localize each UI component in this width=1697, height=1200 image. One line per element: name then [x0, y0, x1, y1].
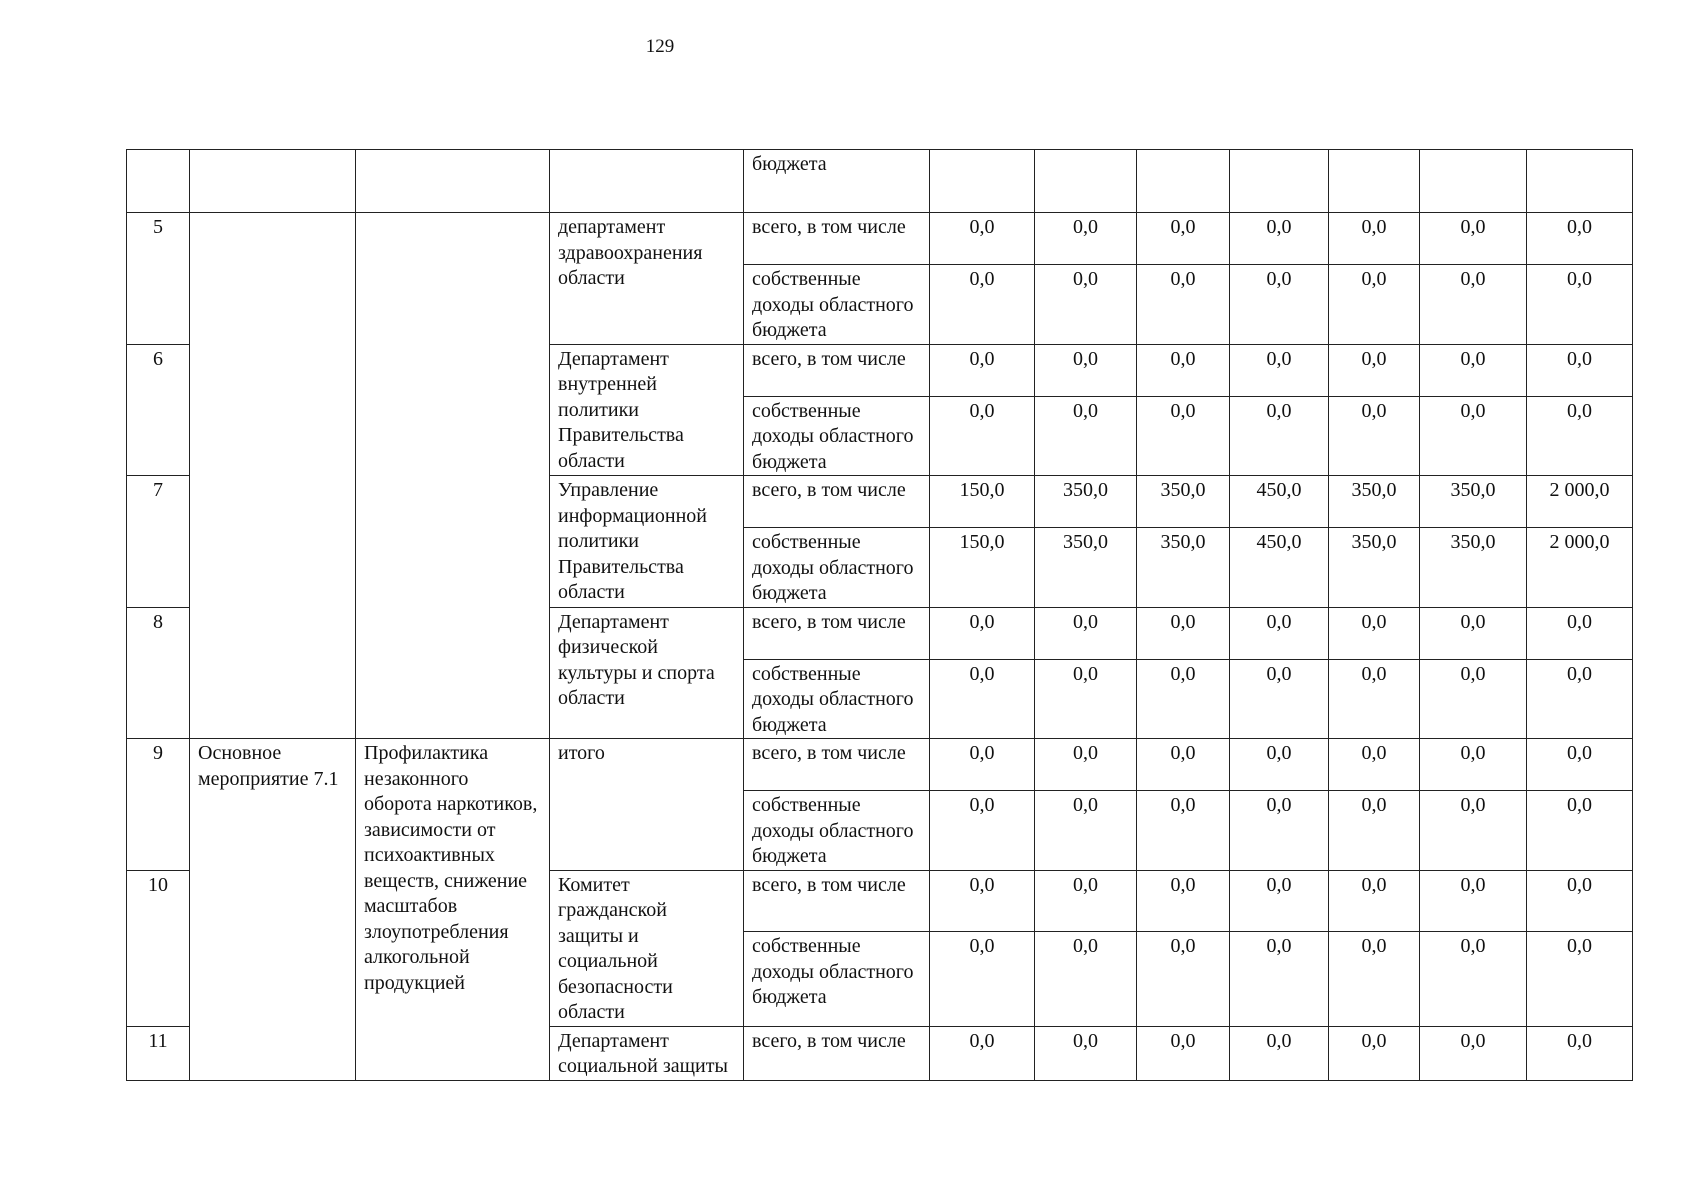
- value-cell: 0,0: [1329, 344, 1420, 396]
- num-cell: 9: [127, 739, 190, 871]
- value-cell: 0,0: [930, 791, 1035, 871]
- value-cell: 0,0: [1230, 659, 1329, 739]
- table-row: [127, 150, 1633, 213]
- value-cell: 0,0: [1329, 659, 1420, 739]
- value-cell: 0,0: [1420, 344, 1527, 396]
- value-cell: 0,0: [1230, 213, 1329, 265]
- value-cell: 0,0: [1035, 396, 1137, 476]
- value-cell: 0,0: [1527, 870, 1633, 932]
- value-cell: 0,0: [1137, 791, 1230, 871]
- value-cell: 150,0: [930, 528, 1035, 608]
- table-row: [127, 213, 1633, 265]
- value-cell: 350,0: [1329, 528, 1420, 608]
- value-cell: 0,0: [1137, 265, 1230, 345]
- value-cell: 0,0: [1329, 791, 1420, 871]
- value-cell: [1137, 150, 1230, 213]
- value-cell: 350,0: [1420, 528, 1527, 608]
- value-cell: 350,0: [1329, 476, 1420, 528]
- num-cell: 10: [127, 870, 190, 1026]
- value-cell: 0,0: [1137, 932, 1230, 1026]
- value-cell: 0,0: [1329, 213, 1420, 265]
- value-cell: 0,0: [1329, 932, 1420, 1026]
- value-cell: 350,0: [1035, 476, 1137, 528]
- measure-cell: Основное мероприятие 7.1: [190, 739, 356, 1081]
- value-cell: 0,0: [1527, 739, 1633, 791]
- num-cell: 6: [127, 344, 190, 476]
- value-cell: 0,0: [1035, 607, 1137, 659]
- value-cell: 0,0: [1230, 791, 1329, 871]
- value-cell: 0,0: [1329, 396, 1420, 476]
- value-cell: 2 000,0: [1527, 476, 1633, 528]
- value-cell: 0,0: [1035, 344, 1137, 396]
- value-cell: [1035, 150, 1137, 213]
- value-cell: 0,0: [1329, 870, 1420, 932]
- executor-cell: итого: [550, 739, 744, 871]
- value-cell: 0,0: [1527, 1026, 1633, 1080]
- value-cell: 0,0: [1420, 932, 1527, 1026]
- table-body: [127, 150, 1633, 1081]
- value-cell: 0,0: [930, 870, 1035, 932]
- value-cell: 0,0: [1527, 396, 1633, 476]
- value-cell: 0,0: [930, 1026, 1035, 1080]
- value-cell: [1329, 150, 1420, 213]
- finance-type-cell: собственные доходы областного бюджета: [744, 791, 930, 871]
- finance-type-cell: всего, в том числе: [744, 870, 930, 932]
- finance-type-cell: всего, в том числе: [744, 344, 930, 396]
- value-cell: 350,0: [1137, 476, 1230, 528]
- value-cell: 450,0: [1230, 528, 1329, 608]
- value-cell: 0,0: [930, 739, 1035, 791]
- value-cell: 0,0: [1035, 932, 1137, 1026]
- value-cell: [1527, 150, 1633, 213]
- value-cell: 0,0: [1527, 213, 1633, 265]
- finance-type-cell: всего, в том числе: [744, 476, 930, 528]
- value-cell: 0,0: [1137, 739, 1230, 791]
- value-cell: 0,0: [1035, 659, 1137, 739]
- value-cell: 0,0: [1527, 607, 1633, 659]
- description-cell: Профилактика незаконного оборота наркотиков, зависимости от психоактивных веществ, снижение масштабов злоупотребления алкогольной продукцией: [356, 739, 550, 1081]
- value-cell: 450,0: [1230, 476, 1329, 528]
- value-cell: 0,0: [1230, 396, 1329, 476]
- value-cell: 0,0: [1230, 607, 1329, 659]
- value-cell: 0,0: [1035, 791, 1137, 871]
- value-cell: 0,0: [1527, 344, 1633, 396]
- value-cell: 0,0: [930, 396, 1035, 476]
- finance-type-cell: собственные доходы областного бюджета: [744, 932, 930, 1026]
- value-cell: 0,0: [1420, 659, 1527, 739]
- value-cell: 0,0: [1420, 265, 1527, 345]
- num-cell: 11: [127, 1026, 190, 1080]
- executor-cell: департамент здравоохранения области: [550, 213, 744, 345]
- value-cell: 0,0: [1137, 344, 1230, 396]
- value-cell: 0,0: [1527, 265, 1633, 345]
- value-cell: 0,0: [930, 213, 1035, 265]
- value-cell: 0,0: [1527, 659, 1633, 739]
- value-cell: 0,0: [1420, 870, 1527, 932]
- value-cell: 0,0: [1420, 739, 1527, 791]
- value-cell: 0,0: [1329, 739, 1420, 791]
- value-cell: 0,0: [930, 265, 1035, 345]
- value-cell: 0,0: [1329, 1026, 1420, 1080]
- description-cell: [356, 213, 550, 739]
- value-cell: 0,0: [1230, 739, 1329, 791]
- value-cell: 0,0: [1329, 265, 1420, 345]
- finance-type-cell: всего, в том числе: [744, 739, 930, 791]
- value-cell: 350,0: [1035, 528, 1137, 608]
- value-cell: 2 000,0: [1527, 528, 1633, 608]
- executor-cell: Департамент социальной защиты: [550, 1026, 744, 1080]
- value-cell: [1230, 150, 1329, 213]
- finance-type-cell: собственные доходы областного бюджета: [744, 265, 930, 345]
- num-cell: 7: [127, 476, 190, 608]
- budget-table: [126, 149, 1633, 1081]
- value-cell: 0,0: [1230, 1026, 1329, 1080]
- value-cell: 0,0: [1527, 932, 1633, 1026]
- value-cell: 0,0: [1527, 791, 1633, 871]
- executor-cell: Комитет гражданской защиты и социальной безопасности области: [550, 870, 744, 1026]
- value-cell: 0,0: [1230, 870, 1329, 932]
- finance-type-cell: собственные доходы областного бюджета: [744, 396, 930, 476]
- value-cell: 0,0: [1420, 1026, 1527, 1080]
- finance-type-cell: всего, в том числе: [744, 213, 930, 265]
- table-row: [127, 739, 1633, 791]
- value-cell: 0,0: [930, 932, 1035, 1026]
- num-cell: 5: [127, 213, 190, 345]
- value-cell: 0,0: [930, 659, 1035, 739]
- value-cell: 0,0: [1137, 659, 1230, 739]
- value-cell: 0,0: [1230, 344, 1329, 396]
- value-cell: 0,0: [1420, 791, 1527, 871]
- value-cell: 0,0: [1420, 213, 1527, 265]
- num-cell: 8: [127, 607, 190, 739]
- value-cell: [930, 150, 1035, 213]
- value-cell: 150,0: [930, 476, 1035, 528]
- finance-type-cell: бюджета: [744, 150, 930, 213]
- measure-cell: [190, 150, 356, 213]
- value-cell: [1420, 150, 1527, 213]
- value-cell: 0,0: [1035, 265, 1137, 345]
- executor-cell: Департамент внутренней политики Правительства области: [550, 344, 744, 476]
- finance-type-cell: всего, в том числе: [744, 607, 930, 659]
- finance-type-cell: собственные доходы областного бюджета: [744, 659, 930, 739]
- executor-cell: [550, 150, 744, 213]
- value-cell: 0,0: [1035, 213, 1137, 265]
- value-cell: 0,0: [1035, 739, 1137, 791]
- value-cell: 350,0: [1137, 528, 1230, 608]
- value-cell: 0,0: [1329, 607, 1420, 659]
- value-cell: 0,0: [1137, 213, 1230, 265]
- value-cell: 0,0: [1230, 932, 1329, 1026]
- value-cell: 0,0: [1137, 396, 1230, 476]
- value-cell: 0,0: [1137, 1026, 1230, 1080]
- value-cell: 0,0: [1035, 870, 1137, 932]
- value-cell: 0,0: [1230, 265, 1329, 345]
- executor-cell: Управление информационной политики Правительства области: [550, 476, 744, 608]
- value-cell: 0,0: [930, 344, 1035, 396]
- description-cell: [356, 150, 550, 213]
- measure-cell: [190, 213, 356, 739]
- num-cell: [127, 150, 190, 213]
- value-cell: 350,0: [1420, 476, 1527, 528]
- value-cell: 0,0: [1137, 607, 1230, 659]
- value-cell: 0,0: [930, 607, 1035, 659]
- value-cell: 0,0: [1420, 396, 1527, 476]
- value-cell: 0,0: [1420, 607, 1527, 659]
- finance-type-cell: собственные доходы областного бюджета: [744, 528, 930, 608]
- page-number: 129: [645, 36, 675, 57]
- finance-type-cell: всего, в том числе: [744, 1026, 930, 1080]
- executor-cell: Департамент физической культуры и спорта области: [550, 607, 744, 739]
- value-cell: 0,0: [1137, 870, 1230, 932]
- value-cell: 0,0: [1035, 1026, 1137, 1080]
